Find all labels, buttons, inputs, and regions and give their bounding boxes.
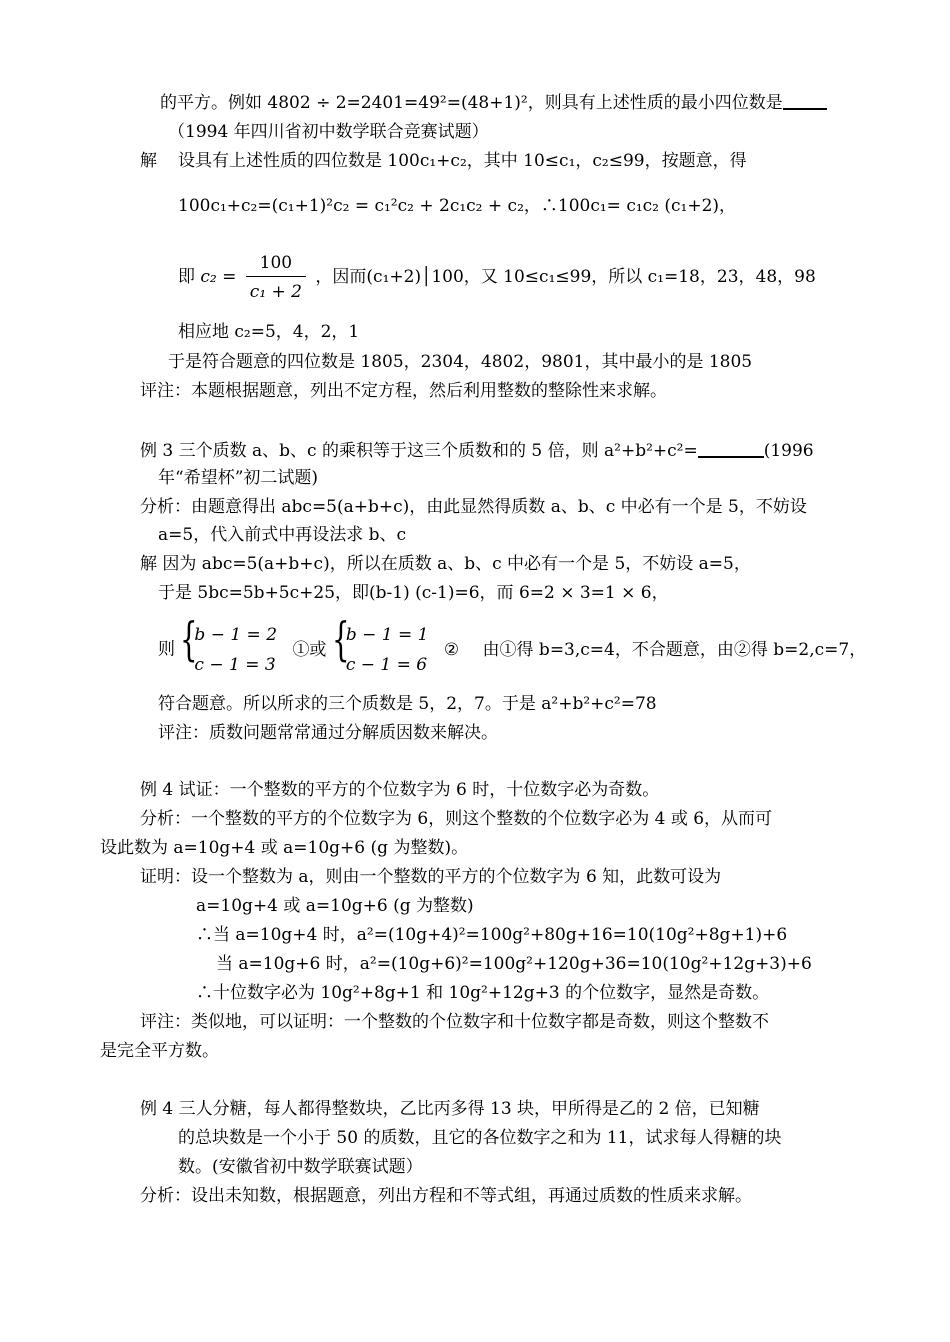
answer-blank	[783, 92, 827, 110]
system-conclusion: 由①得 b=3,c=4，不合题意，由②得 b=2,c=7，	[482, 639, 867, 660]
solution-label: 解	[140, 151, 157, 171]
ex3-analysis-2: a=5，代入前式中再设法求 b、c	[158, 525, 407, 545]
brace-2: {	[331, 612, 350, 666]
ex5-title-3: 数。(安徽省初中数学联赛试题）	[178, 1157, 423, 1177]
p1-comment: 评注：本题根据题意，列出不定方程，然后利用整数的整除性来求解。	[140, 381, 667, 401]
ex4-analysis-1: 分析：一个整数的平方的个位数字为 6，则这个整数的个位数字必为 4 或 6，从而可	[140, 809, 773, 829]
ex4-title: 例 4 试证：一个整数的平方的个位数字为 6 时，十位数字必为奇数。	[140, 780, 660, 800]
p1-eq2	[178, 252, 816, 303]
p1-eq1	[178, 196, 736, 216]
ex4-analysis-2: 设此数为 a=10g+4 或 a=10g+6 (g 为整数)。	[100, 838, 469, 858]
eq2-rest: ，因而(c₁+2)│100，又 10≤c₁≤99，所以 c₁=18，23，48，98	[315, 267, 816, 287]
ex4-proof-4: 当 a=10g+6 时，a²=(10g+6)²=100g²+120g+36=10(10g²+12g+3)+6	[216, 954, 812, 974]
ex4-comment-1: 评注：类似地，可以证明：一个整数的个位数字和十位数字都是奇数，则这个整数不	[140, 1012, 769, 1032]
eq1-right: ，∴100c₁= c₁c₂ (c₁+2)，	[523, 196, 737, 216]
system-2-row-1: b − 1 = 1	[345, 625, 429, 645]
ex3-title-text: 例 3 三个质数 a、b、c 的乘积等于这三个质数和的 5 倍，则 a²+b²+c²=	[140, 441, 698, 461]
ex3-title	[140, 440, 814, 461]
system-2	[331, 612, 429, 680]
ex3-solution-1: 解 因为 abc=5(a+b+c)，所以在质数 a、b、c 中必有一个是 5，不妨设 a=5，	[140, 554, 751, 574]
p1-line5: 于是符合题意的四位数是 1805，2304，4802，9801，其中最小的是 1805	[168, 352, 753, 372]
ex4-comment-2: 是完全平方数。	[100, 1041, 219, 1061]
system-1-row-2: c − 1 = 3	[194, 655, 276, 675]
eq2-fraction	[246, 252, 306, 303]
ex4-proof-2: a=10g+4 或 a=10g+6 (g 为整数)	[196, 896, 474, 916]
brace-1: {	[180, 612, 198, 666]
ex3-title-line2: 年“希望杯”初二试题)	[158, 468, 319, 488]
ex5-analysis: 分析：设出未知数，根据题意，列出方程和不等式组，再通过质数的性质来求解。	[140, 1186, 752, 1206]
p1-line3: 设具有上述性质的四位数是 100c₁+c₂，其中 10≤c₁，c₂≤99，按题意，得	[178, 151, 747, 171]
ex3-analysis-1: 分析：由题意得出 abc=5(a+b+c)，由此显然得质数 a、b、c 中必有一个是 5，不妨设	[140, 497, 807, 517]
ex4-proof-1: 证明：设一个整数为 a，则由一个整数的平方的个位数字为 6 知，此数可设为	[140, 867, 722, 887]
eq2-prefix: 即	[178, 267, 195, 287]
mark-1: ①或	[292, 639, 327, 660]
ex4-proof-5: ∴十位数字必为 10g²+8g+1 和 10g²+12g+3 的个位数字，显然是奇数。	[196, 983, 770, 1003]
system-1	[180, 612, 278, 680]
eq1-left: 100c₁+c₂=(c₁+1)²c₂ = c₁²c₂ + 2c₁c₂ + c₂	[178, 196, 524, 216]
ex5-title-2: 的总块数是一个小于 50 的质数，且它的各位数字之和为 11，试求每人得糖的块	[178, 1128, 782, 1148]
ex3-comment: 评注：质数问题常常通过分解质因数来解决。	[158, 723, 498, 743]
system-1-row-1: b − 1 = 2	[194, 625, 278, 645]
eq2-denominator: c₁ + 2	[249, 282, 303, 302]
ex3-systems	[158, 612, 867, 680]
ex5-title-1: 例 4 三人分糖，每人都得整数块，乙比丙多得 13 块，甲所得是乙的 2 倍，已知糖	[140, 1099, 760, 1119]
mark-2: ②	[443, 639, 460, 660]
system-2-row-2: c − 1 = 6	[345, 655, 428, 675]
ex3-title-tail: (1996	[763, 441, 814, 461]
p1-line1-text: 的平方。例如 4802 ÷ 2=2401=49²=(48+1)²，则具有上述性质的最小四位数是	[160, 93, 783, 113]
eq2-lhs: c₂ =	[200, 267, 237, 287]
p1-source: （1994 年四川省初中数学联合竞赛试题）	[168, 122, 489, 142]
ex4-proof-3: ∴当 a=10g+4 时，a²=(10g+4)²=100g²+80g+16=10(10g²+8g+1)+6	[196, 925, 788, 945]
then-label: 则	[158, 639, 175, 660]
eq2-numerator: 100	[246, 252, 306, 277]
ex3-answer-blank	[698, 440, 764, 458]
ex3-solution-2: 于是 5bc=5b+5c+25，即(b-1) (c-1)=6，而 6=2 × 3=1 × 6，	[158, 583, 669, 603]
p1-line4: 相应地 c₂=5，4，2，1	[178, 322, 360, 342]
ex3-solution-3: 符合题意。所以所求的三个质数是 5，2，7。于是 a²+b²+c²=78	[158, 694, 657, 714]
p1-line1	[160, 92, 827, 113]
